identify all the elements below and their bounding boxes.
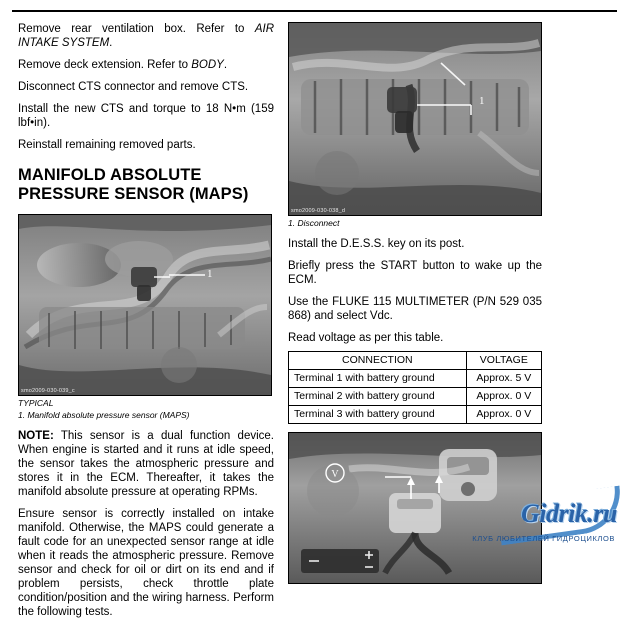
- text-run: .: [223, 59, 228, 71]
- figure-callout-1: 1: [207, 268, 213, 280]
- cell-voltage: Approx. 0 V: [466, 388, 541, 406]
- voltmeter-symbol-icon: [325, 463, 345, 483]
- watermark: [435, 499, 625, 555]
- paragraph-read-voltage: Read voltage as per this table.: [288, 332, 444, 344]
- engine-connector-photo: [289, 23, 541, 215]
- figure-callout-1: 1: [479, 95, 485, 107]
- paragraph-install-dess-key: Install the D.E.S.S. key on its post.: [288, 238, 465, 250]
- figure-code: smo2009-030-039_c: [21, 388, 75, 394]
- table-header-row: [289, 352, 542, 370]
- table-row: [289, 370, 542, 388]
- paragraph-install-cts-torque: Install the new CTS and torque to 18 N•m (159 lbf•in).: [18, 103, 274, 129]
- paragraph-press-start-button: Briefly press the START button to wake up the ECM.: [288, 260, 542, 286]
- text-run: Remove rear ventilation box. Refer to: [18, 23, 255, 35]
- paragraph-reinstall-parts: Reinstall remaining removed parts.: [18, 139, 196, 151]
- note-label: NOTE:: [18, 430, 54, 442]
- cell-connection: Terminal 3 with battery ground: [289, 406, 467, 424]
- cell-voltage: Approx. 0 V: [466, 406, 541, 424]
- figure-typical-label: TYPICAL: [18, 398, 54, 408]
- note-text: This sensor is a dual function device. When engine is started and it runs at idle speed, the sensor takes the atmospheric pressure and stores it in the ECM. Thereafter, it takes the manifold absolute pressure at operating RPMs.: [18, 430, 274, 498]
- paragraph-ensure-sensor-installed: Ensure sensor is correctly installed on intake manifold. Otherwise, the MAPS could generate a fault code for an unexpected sensor range at idle when it reads the atmospheric pressure. Remove sensor and check for oil or dirt on its end and if problem persists, check throttle plate condition/position and the wiring harness. Perform the following tests.: [18, 508, 274, 618]
- table-row: [289, 388, 542, 406]
- text-run-italic: BODY: [191, 59, 224, 71]
- note-paragraph: [18, 429, 274, 499]
- figure-caption: 1. Disconnect: [288, 218, 340, 228]
- voltage-table: [288, 351, 542, 424]
- column-header-voltage: VOLTAGE: [466, 352, 541, 370]
- page-top-rule: [12, 10, 617, 12]
- column-header-connection: CONNECTION: [289, 352, 467, 370]
- cell-connection: Terminal 2 with battery ground: [289, 388, 467, 406]
- paragraph-remove-ventilation-box: [18, 22, 274, 50]
- cell-voltage: Approx. 5 V: [466, 370, 541, 388]
- figure-maps-location: [18, 214, 272, 396]
- paragraph-disconnect-cts: Disconnect CTS connector and remove CTS.: [18, 81, 249, 93]
- page-section-title: MANIFOLD ABSOLUTE PRESSURE SENSOR (MAPS): [18, 166, 249, 203]
- figure-disconnect-connector: [288, 22, 542, 216]
- figure-caption: 1. Manifold absolute pressure sensor (MAPS): [18, 410, 190, 420]
- text-run: .: [109, 37, 113, 49]
- right-column: [288, 22, 542, 584]
- left-column: [18, 22, 274, 627]
- engine-bay-photo: [19, 215, 271, 395]
- cell-connection: Terminal 1 with battery ground: [289, 370, 467, 388]
- figure-code: smo2009-030-038_d: [291, 208, 346, 214]
- text-run-italic: AIR INTAKE SYSTEM: [18, 23, 274, 49]
- table-row: [289, 406, 542, 424]
- paragraph-remove-deck-extension: [18, 58, 274, 72]
- watermark-title: Gidrik.ru: [521, 499, 617, 528]
- paragraph-use-multimeter: Use the FLUKE 115 MULTIMETER (P/N 529 035 868) and select Vdc.: [288, 296, 542, 322]
- svg-text:V: V: [331, 469, 339, 480]
- text-run: Remove deck extension. Refer to: [18, 59, 192, 71]
- watermark-subtitle: КЛУБ ЛЮБИТЕЛЕЙ ГИДРОЦИКЛОВ: [472, 534, 615, 543]
